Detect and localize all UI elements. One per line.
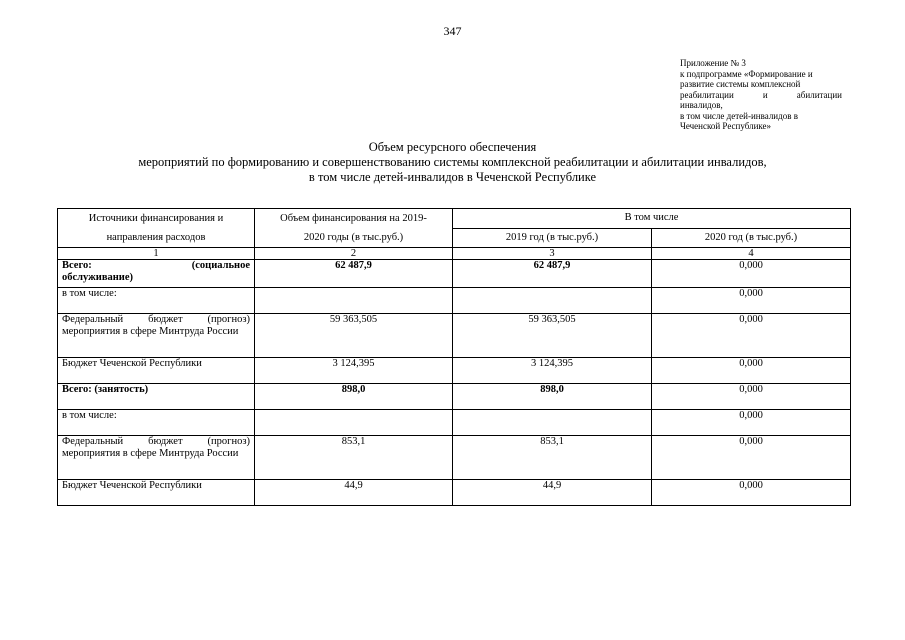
row-total: 59 363,505 [255, 314, 453, 358]
table-row [58, 436, 851, 480]
row-2020: 0,000 [652, 384, 851, 410]
table-row [58, 288, 851, 314]
document-title [0, 140, 905, 185]
table-row [58, 358, 851, 384]
row-2020: 0,000 [652, 314, 851, 358]
row-source: Всего: (занятость) [58, 384, 255, 410]
title-line: мероприятий по формированию и совершенствованию системы комплексной реабилитации и абилитации инвалидов, [138, 155, 767, 169]
appendix-note [680, 58, 842, 132]
row-2019: 62 487,9 [453, 260, 652, 288]
header-including: В том числе [453, 209, 851, 229]
row-2019: 44,9 [453, 480, 652, 506]
column-number: 4 [652, 248, 851, 260]
row-2019 [453, 410, 652, 436]
page-number: 347 [443, 24, 462, 38]
appendix-line: в том числе детей-инвалидов в [680, 110, 798, 121]
row-total: 898,0 [255, 384, 453, 410]
row-total: 62 487,9 [255, 260, 453, 288]
row-total: 853,1 [255, 436, 453, 480]
row-source: в том числе: [58, 288, 255, 314]
header-2019: 2019 год (в тыс.руб.) [453, 228, 652, 248]
row-source-part: (социальное [191, 260, 250, 271]
row-2020: 0,000 [652, 288, 851, 314]
row-total [255, 410, 453, 436]
row-2019: 853,1 [453, 436, 652, 480]
row-source-part: обслуживание) [62, 272, 134, 283]
header-volume-line2: 2020 годы (в тыс.руб.) [303, 232, 404, 243]
column-number: 1 [58, 248, 255, 260]
title-line: Объем ресурсного обеспечения [368, 140, 537, 154]
header-sources-line2: направления расходов [106, 232, 206, 243]
row-source: в том числе: [58, 410, 255, 436]
row-2020: 0,000 [652, 436, 851, 480]
row-total [255, 288, 453, 314]
row-2020: 0,000 [652, 358, 851, 384]
row-2020: 0,000 [652, 260, 851, 288]
appendix-line: реабилитации и абилитации [680, 89, 842, 100]
header-volume-line1: Объем финансирования на 2019- [280, 213, 427, 224]
table-row [58, 260, 851, 288]
column-number: 3 [453, 248, 652, 260]
row-2019 [453, 288, 652, 314]
appendix-line: Чеченской Республике» [680, 121, 772, 131]
header-sources-line1: Источники финансирования и [88, 213, 224, 224]
table-row [58, 410, 851, 436]
row-source-part: Всего: [62, 260, 92, 271]
row-source: Федеральный бюджет (прогноз) мероприятия в сфере Минтруда России [58, 314, 255, 358]
row-2020: 0,000 [652, 410, 851, 436]
funding-table [57, 208, 851, 506]
appendix-line: инвалидов, [680, 100, 723, 110]
row-source [58, 260, 255, 288]
table-row [58, 480, 851, 506]
appendix-line: развитие системы комплексной [680, 79, 801, 89]
appendix-line: Приложение № 3 [680, 58, 746, 68]
header-sources [58, 209, 255, 248]
row-source: Бюджет Чеченской Республики [58, 358, 255, 384]
row-2019: 898,0 [453, 384, 652, 410]
table-row [58, 314, 851, 358]
row-source: Бюджет Чеченской Республики [58, 480, 255, 506]
row-2020: 0,000 [652, 480, 851, 506]
header-volume [255, 209, 453, 248]
appendix-line: к подпрограмме «Формирование и [680, 68, 813, 79]
column-number: 2 [255, 248, 453, 260]
row-2019: 3 124,395 [453, 358, 652, 384]
title-line: в том числе детей-инвалидов в Чеченской Республике [308, 170, 597, 184]
table-row [58, 384, 851, 410]
row-2019: 59 363,505 [453, 314, 652, 358]
row-total: 44,9 [255, 480, 453, 506]
row-source: Федеральный бюджет (прогноз) мероприятия в сфере Минтруда России [58, 436, 255, 480]
row-total: 3 124,395 [255, 358, 453, 384]
header-2020: 2020 год (в тыс.руб.) [652, 228, 851, 248]
